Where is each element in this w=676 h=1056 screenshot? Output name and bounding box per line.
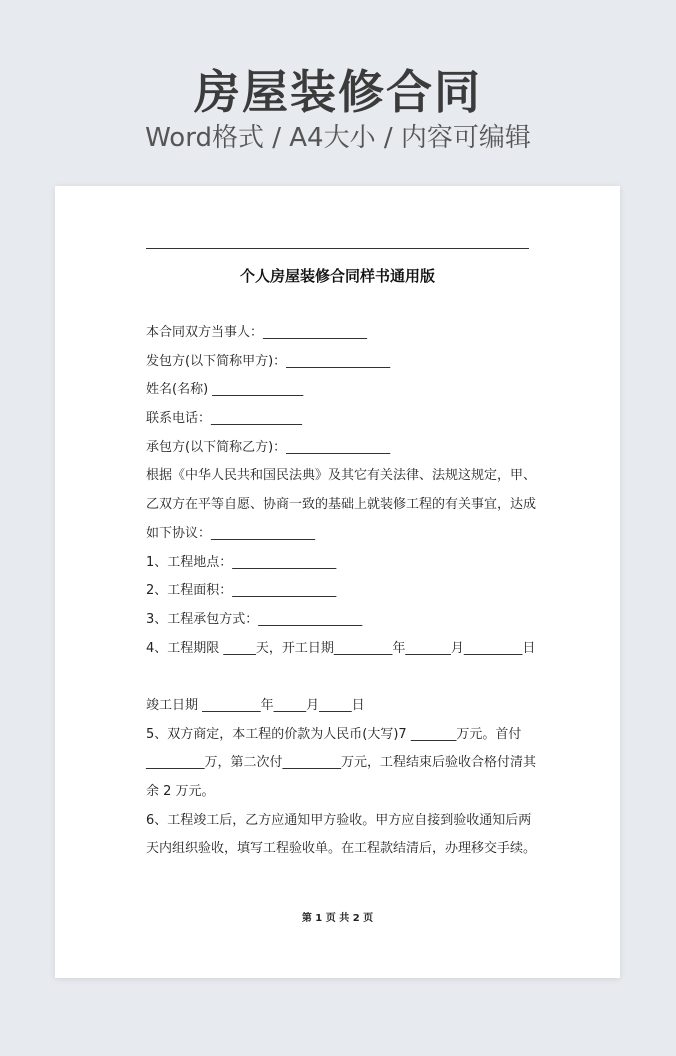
clause-1-line: 1、工程地点：________________ xyxy=(146,554,337,570)
clause-3-line: 3、工程承包方式：________________ xyxy=(146,611,363,627)
name-line: 姓名(名称) ______________ xyxy=(146,382,304,398)
preamble-line: 如下协议：________________ xyxy=(146,525,316,541)
clause-5-line: 余 2 万元。 xyxy=(146,784,215,799)
clause-5-line: 5、双方商定，本工程的价款为人民币(大写)7 _______万元。首付 xyxy=(146,726,522,742)
phone-line: 联系电话：______________ xyxy=(146,411,303,427)
document-page xyxy=(55,186,620,978)
blank-line xyxy=(146,663,546,692)
clause-2-line: 2、工程面积：________________ xyxy=(146,583,337,599)
page-number: 第 1 页 共 2 页 xyxy=(301,913,374,924)
clause-5-line: _________万，第二次付_________万元，工程结束后验收合格付清其 xyxy=(146,755,537,771)
document-title: 个人房屋装修合同样书通用版 xyxy=(239,267,435,285)
header-divider xyxy=(146,248,529,249)
clause-6-line: 天内组织验收，填写工程验收单。在工程款结清后，办理移交手续。 xyxy=(146,841,537,857)
party-b-line: 承包方(以下简称乙方)：________________ xyxy=(146,439,391,455)
preamble-line: 乙双方在平等自愿、协商一致的基础上就装修工程的有关事宜，达成 xyxy=(146,497,537,513)
clause-4-line: 4、工程期限 _____天，开工日期_________年_______月_________日 xyxy=(146,640,536,656)
clause-6-line: 6、工程竣工后，乙方应通知甲方验收。甲方应自接到验收通知后两 xyxy=(146,812,532,828)
party-a-line: 发包方(以下简称甲方)：________________ xyxy=(146,353,391,369)
contract-parties-line: 本合同双方当事人：________________ xyxy=(146,325,368,340)
preamble-line: 根据《中华人民共和国民法典》及其它有关法律、法规这规定，甲、 xyxy=(146,468,537,484)
document-body xyxy=(146,319,546,864)
page-banner-title: 房屋装修合同 xyxy=(194,65,482,119)
completion-date-line: 竣工日期 _________年_____月_____日 xyxy=(146,697,365,713)
page-banner-subtitle: Word格式 / A4大小 / 内容可编辑 xyxy=(145,123,531,153)
